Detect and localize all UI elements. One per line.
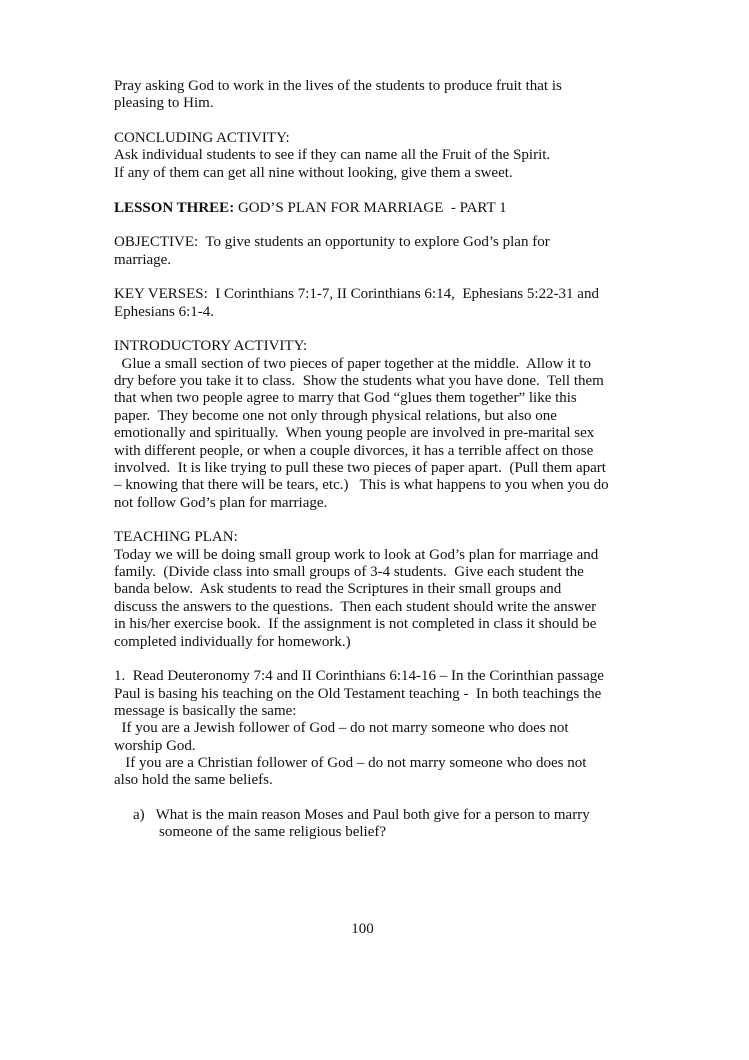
question-a-line2: someone of the same religious belief?	[159, 824, 387, 841]
text-line: with different people, or when a couple divorces, it has a terrible affect on those	[114, 442, 594, 459]
text-line: Ephesians 6:1-4.	[114, 303, 214, 320]
text-line: OBJECTIVE: To give students an opportunity to explore God’s plan for	[114, 234, 550, 251]
paragraph	[114, 234, 634, 269]
text-line: 1. Read Deuteronomy 7:4 and II Corinthians 6:14-16 – In the Corinthian passage	[114, 668, 604, 685]
text-line: paper. They become one not only through physical relations, but also one	[114, 407, 557, 424]
text-line: emotionally and spiritually. When young people are involved in pre-marital sex	[114, 425, 595, 442]
text-line: – knowing that there will be tears, etc.) This is what happens to you when you do	[114, 477, 609, 494]
text-line: If any of them can get all nine without looking, give them a sweet.	[114, 164, 513, 181]
text-line: CONCLUDING ACTIVITY:	[114, 130, 290, 147]
question-marker: a)	[133, 807, 145, 824]
text-line: Glue a small section of two pieces of paper together at the middle. Allow it to	[114, 355, 591, 372]
text-line: Paul is basing his teaching on the Old Testament teaching - In both teachings the	[114, 685, 602, 702]
text-line: INTRODUCTORY ACTIVITY:	[114, 338, 308, 355]
blank-line	[114, 790, 634, 807]
paragraph	[114, 130, 634, 182]
paragraph	[114, 78, 634, 113]
blank-line	[114, 113, 634, 130]
text-line: Today we will be doing small group work to look at God’s plan for marriage and	[114, 546, 599, 563]
paragraph	[114, 529, 634, 651]
question-a	[114, 807, 634, 842]
text-line: worship God.	[114, 737, 196, 754]
text-line: KEY VERSES: I Corinthians 7:1-7, II Corinthians 6:14, Ephesians 5:22-31 and	[114, 286, 599, 303]
blank-line	[114, 217, 634, 234]
text-line: Pray asking God to work in the lives of the students to produce fruit that is	[114, 78, 562, 94]
question-a-line1	[114, 807, 634, 824]
text-line: also hold the same beliefs.	[114, 772, 273, 789]
paragraph	[114, 338, 634, 512]
text-line: completed individually for homework.)	[114, 633, 351, 650]
lesson-heading-title: GOD’S PLAN FOR MARRIAGE - PART 1	[234, 199, 507, 216]
question-text: What is the main reason Moses and Paul both give for a person to marry	[155, 807, 590, 824]
blank-line	[114, 321, 634, 338]
text-line: not follow God’s plan for marriage.	[114, 494, 328, 511]
paragraph	[114, 286, 634, 321]
text-line: marriage.	[114, 251, 172, 268]
text-line: message is basically the same:	[114, 702, 297, 719]
text-line: in his/her exercise book. If the assignment is not completed in class it should be	[114, 616, 597, 633]
text-line: pleasing to Him.	[114, 95, 214, 112]
blank-line	[114, 182, 634, 199]
text-line: Ask individual students to see if they can name all the Fruit of the Spirit.	[114, 147, 551, 164]
text-line: banda below. Ask students to read the Scriptures in their small groups and	[114, 581, 562, 598]
text-line: discuss the answers to the questions. Then each student should write the answer	[114, 598, 597, 615]
text-line: If you are a Christian follower of God – do not marry someone who does not	[114, 755, 587, 772]
paragraph	[114, 668, 634, 790]
blank-line	[114, 512, 634, 529]
paragraph	[114, 200, 634, 217]
lesson-heading	[114, 200, 634, 217]
text-line: that when two people agree to marry that God “glues them together” like this	[114, 390, 577, 407]
text-line: TEACHING PLAN:	[114, 529, 238, 546]
blank-line	[114, 651, 634, 668]
document-body	[114, 78, 634, 842]
text-line: family. (Divide class into small groups of 3-4 students. Give each student the	[114, 564, 584, 581]
text-line: involved. It is like trying to pull these two pieces of paper apart. (Pull them apart	[114, 459, 606, 476]
lesson-heading-label: LESSON THREE:	[114, 199, 235, 216]
text-line: dry before you take it to class. Show the students what you have done. Tell them	[114, 373, 604, 390]
page-number: 100	[351, 921, 374, 937]
text-line: If you are a Jewish follower of God – do not marry someone who does not	[114, 720, 569, 737]
blank-line	[114, 269, 634, 286]
